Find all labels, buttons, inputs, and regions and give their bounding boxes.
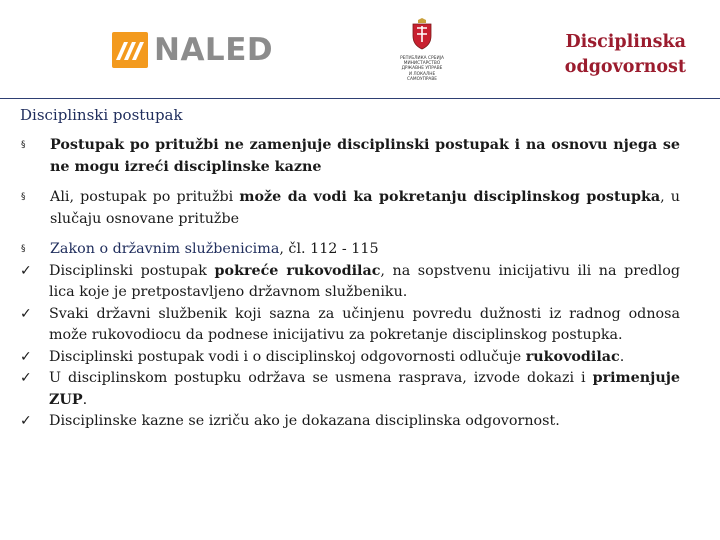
- ministry-logo-caption: РЕПУБЛИКА СРБИЈА МИНИСТАРСТВО ДРЖАВНЕ УПРАВЕ И ЛОКАЛНЕ САМОУПРАВЕ: [400, 56, 444, 82]
- square-bullet-icon: §: [21, 140, 26, 150]
- check-icon: ✓: [20, 348, 32, 365]
- square-bullet-icon: §: [21, 244, 26, 254]
- check-icon: ✓: [20, 262, 32, 279]
- coat-of-arms-icon: [410, 18, 434, 50]
- section-subtitle: Disciplinski postupak: [20, 106, 183, 124]
- check-icon: ✓: [20, 413, 32, 429]
- law-reference: Zakon o državnim službenicima: [50, 241, 280, 257]
- header-divider: [0, 98, 720, 99]
- check-item: ✓ Svaki državni službenik koji sazna za učinjenu povredu dužnosti iz radnog odnosa može rukovodiocu da podnese inicijativu za pokretanje disciplinskog postupka.: [20, 304, 680, 347]
- ministry-logo: [398, 18, 446, 82]
- check-icon: ✓: [20, 370, 32, 386]
- slide-content: [20, 135, 680, 433]
- naled-logo-icon: [112, 32, 148, 68]
- check-icon: ✓: [20, 305, 32, 322]
- naled-logo-text: NALED: [154, 32, 274, 68]
- check-item: ✓ U disciplinskom postupku održava se usmena rasprava, izvode dokazi i primenjuje ZUP.: [20, 368, 680, 411]
- check-item: ✓ Disciplinski postupak pokreće rukovodilac, na sopstvenu inicijativu ili na predlog lica koje je pretpostavljeno državnom službeniku.: [20, 261, 680, 304]
- naled-logo: [112, 30, 273, 70]
- check-item: ✓ Disciplinske kazne se izriču ako je dokazana disciplinska odgovornost.: [20, 411, 680, 433]
- square-bullet-icon: §: [21, 192, 26, 202]
- bullet-item: § Ali, postupak po pritužbi može da vodi ka pokretanju disciplinskog postupka, u slučaju osnovane pritužbe: [20, 187, 680, 230]
- check-item: ✓ Disciplinski postupak vodi i o disciplinskoj odgovornosti odlučuje rukovodilac.: [20, 347, 680, 369]
- slide-title: Disciplinska odgovornost: [564, 32, 686, 77]
- bullet-item: § Postupak po pritužbi ne zamenjuje disciplinski postupak i na osnovu njega se ne mogu izreći disciplinske kazne: [20, 135, 680, 178]
- bullet-item: § Zakon o državnim službenicima, čl. 112 - 115: [20, 239, 680, 261]
